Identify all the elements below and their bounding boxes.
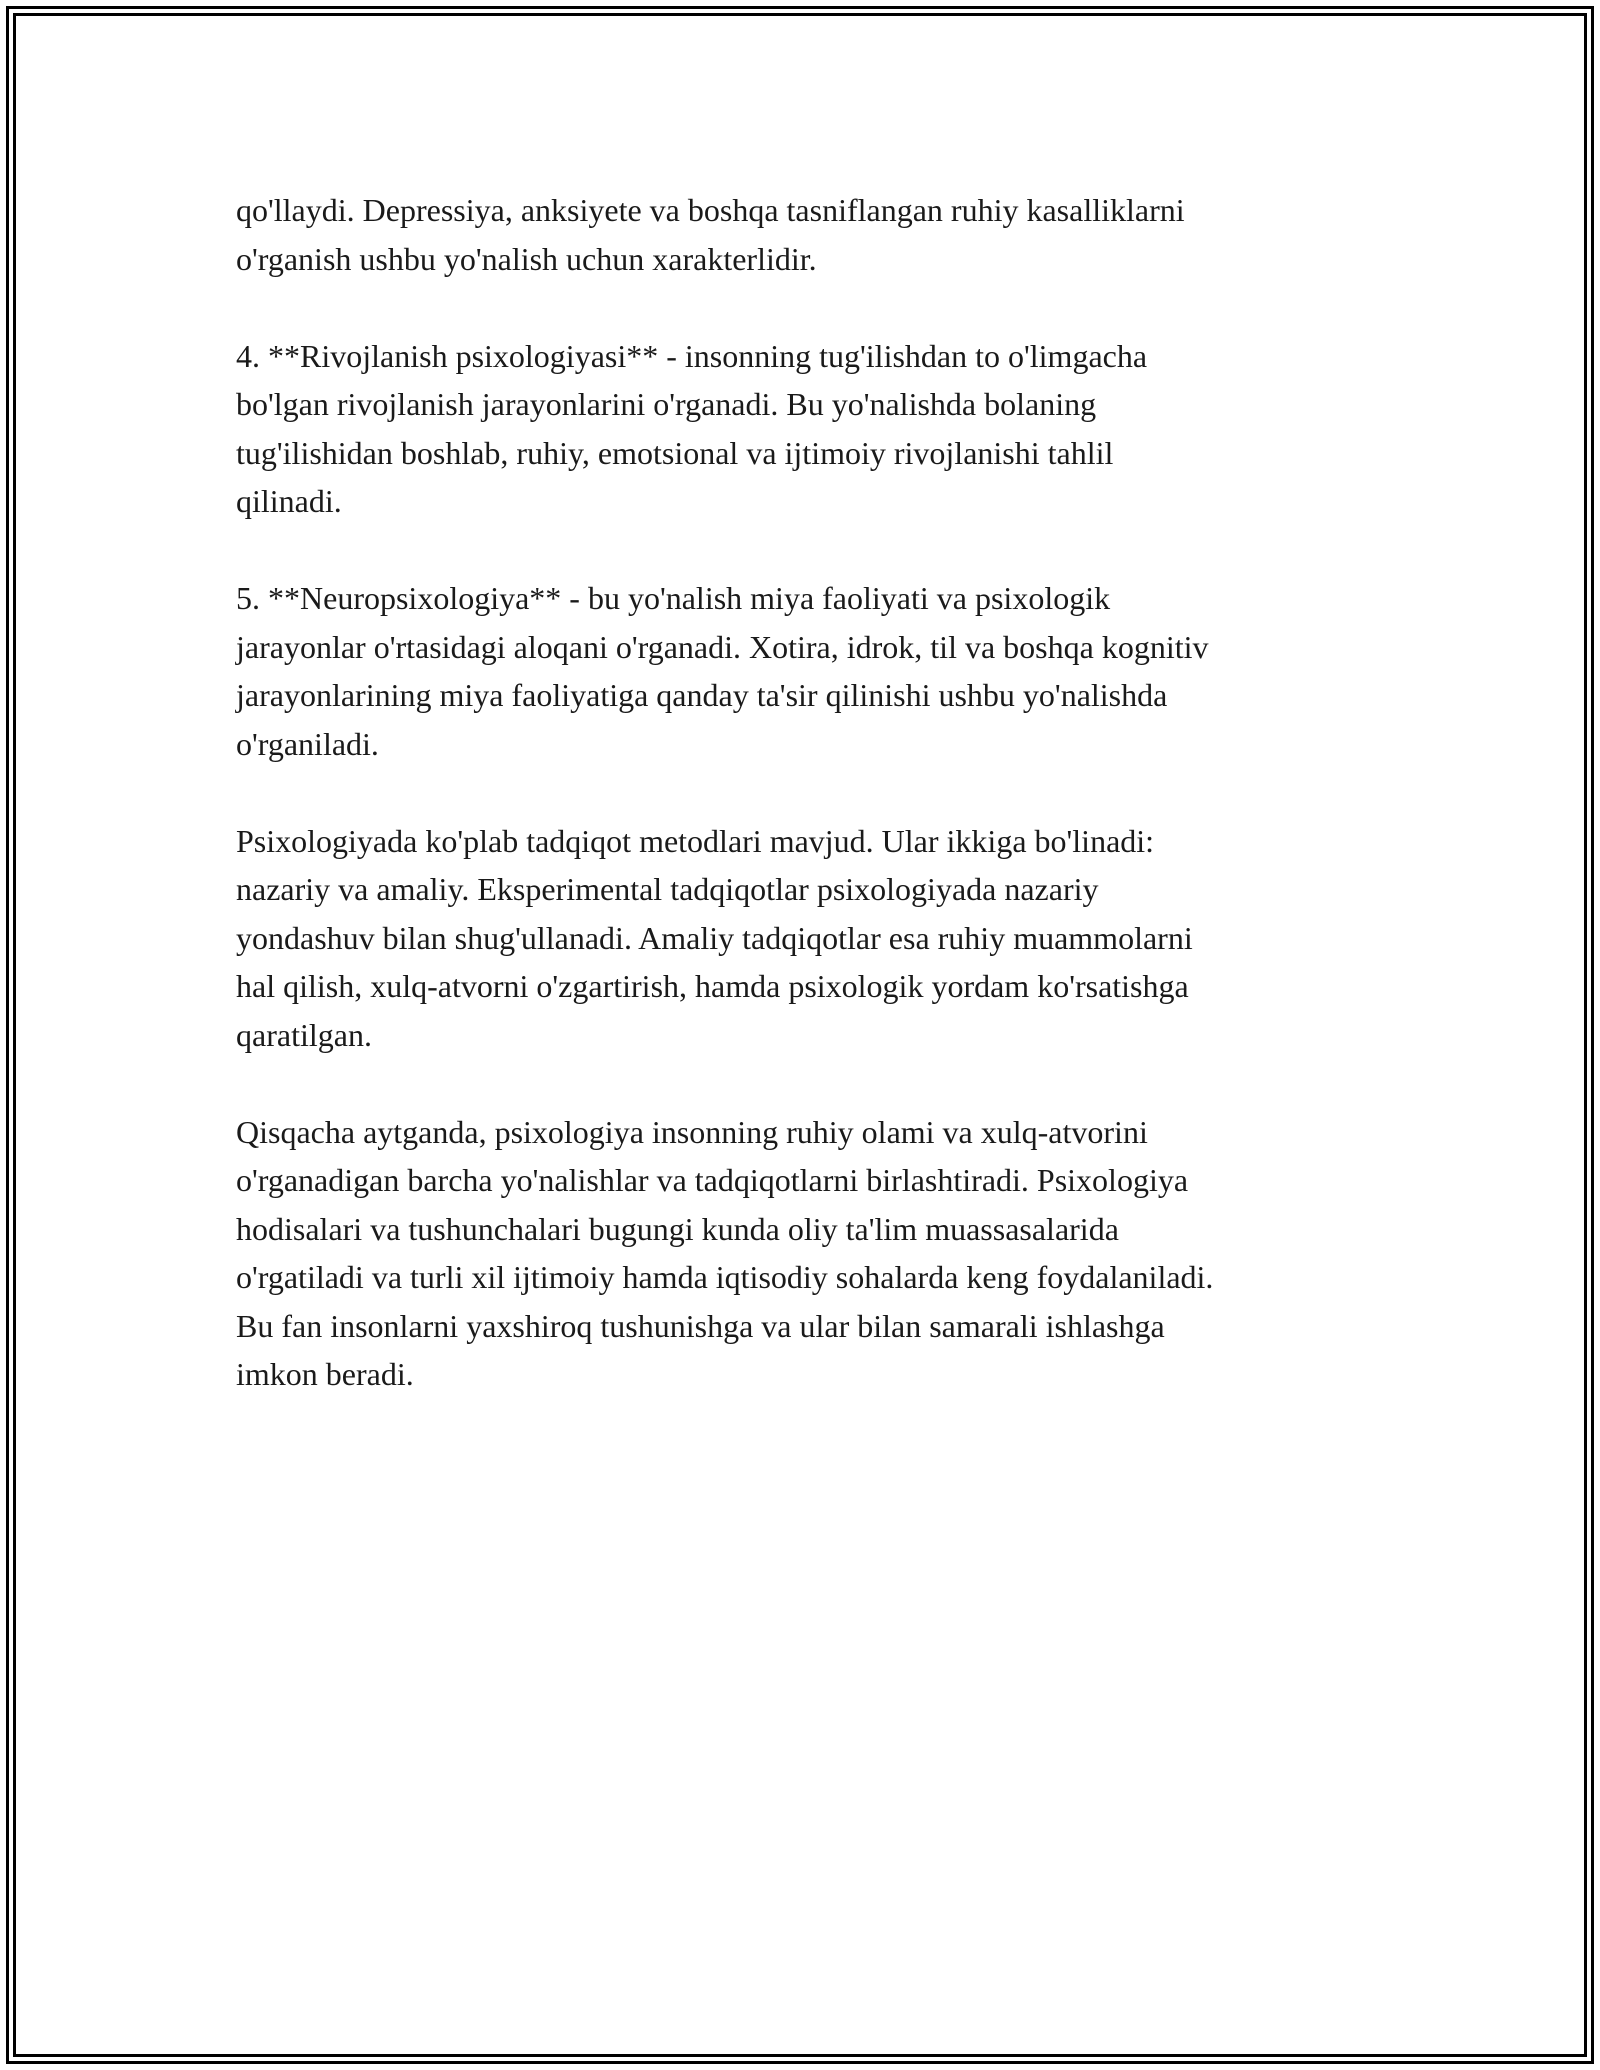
text-line: bo'lgan rivojlanish jarayonlarini o'rganadi. Bu yo'nalishda bolaning [236,386,1097,422]
text-line: o'rganish ushbu yo'nalish uchun xarakterlidir. [236,240,817,277]
paragraph-1 [236,186,1386,283]
text-line: 5. **Neuropsixologiya** - bu yo'nalish miya faoliyati va psixologik [236,580,1111,616]
paragraph-4 [236,817,1386,1060]
text-line: Qisqacha aytganda, psixologiya insonning ruhiy olami va xulq-atvorini [236,1113,1148,1150]
text-line: imkon beradi. [236,1356,414,1392]
text-line: jarayonlarining miya faoliyatiga qanday ta'sir qilinishi ushbu yo'nalishda [236,677,1168,713]
document-body [236,186,1386,1399]
text-line: yondashuv bilan shug'ullanadi. Amaliy tadqiqotlar esa ruhiy muammolarni [236,919,1193,956]
text-line: o'rgatiladi va turli xil ijtimoiy hamda iqtisodiy sohalarda keng foydalaniladi. [236,1259,1214,1295]
text-line: hal qilish, xulq-atvorni o'zgartirish, hamda psixologik yordam ko'rsatishga [236,968,1189,1004]
text-line: tug'ilishidan boshlab, ruhiy, emotsional va ijtimoiy rivojlanishi tahlil [236,434,1114,471]
text-line: Psixologiyada ko'plab tadqiqot metodlari mavjud. Ular ikkiga bo'linadi: [236,822,1155,859]
text-line: qilinadi. [236,483,342,519]
text-line: o'rganadigan barcha yo'nalishlar va tadqiqotlarni birlashtiradi. Psixologiya [236,1162,1189,1198]
paragraph-2 [236,332,1386,526]
paragraph-5 [236,1108,1386,1399]
paragraph-3 [236,574,1386,768]
text-line: o'rganiladi. [236,725,379,762]
text-line: jarayonlar o'rtasidagi aloqani o'rganadi. Xotira, idrok, til va boshqa kognitiv [236,628,1209,665]
text-line: Bu fan insonlarni yaxshiroq tushunishga va ular bilan samarali ishlashga [236,1307,1165,1344]
text-line: qaratilgan. [236,1016,372,1053]
text-line: qo'llaydi. Depressiya, anksiyete va boshqa tasniflangan ruhiy kasalliklarni [236,192,1185,228]
text-line: nazariy va amaliy. Eksperimental tadqiqotlar psixologiyada nazariy [236,871,1099,907]
text-line: hodisalari va tushunchalari bugungi kunda oliy ta'lim muassasalarida [236,1210,1119,1247]
text-line: 4. **Rivojlanish psixologiyasi** - insonning tug'ilishdan to o'limgacha [236,337,1148,374]
